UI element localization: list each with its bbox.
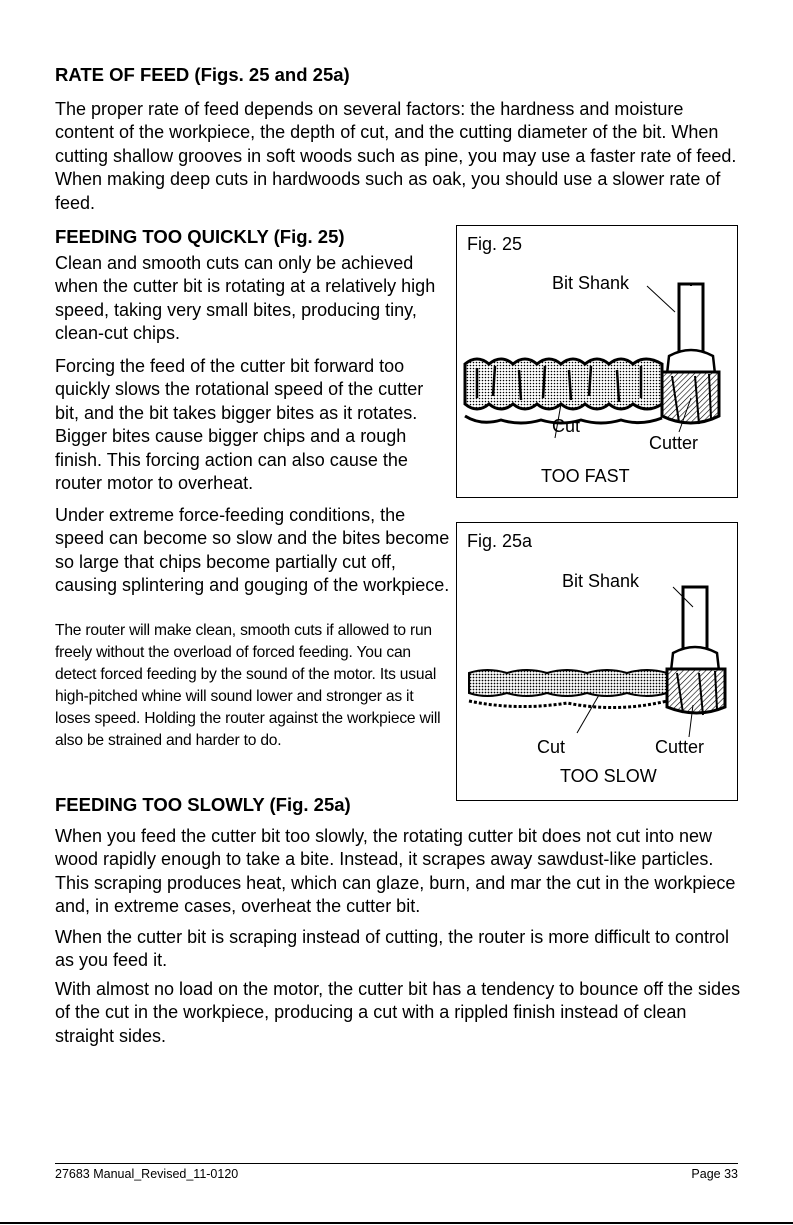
too-quickly-paragraph-4: The router will make clean, smooth cuts if allowed to run freely without the overload of forced feeding. You can detect forced feeding by the sound of the motor. Its usual high-pitched whine will sound lower and stronger as it loses speed. Holding the router against the workpiece will also be strained and harder to do. — [55, 622, 441, 749]
feeding-too-quickly-heading: FEEDING TOO QUICKLY (Fig. 25) — [55, 226, 345, 247]
too-fast-cut-illustration — [457, 226, 739, 499]
fig-25-cutter-label: Cutter — [649, 433, 699, 453]
fig-25-caption: TOO FAST — [541, 466, 630, 486]
fig-25-label: Fig. 25 — [467, 234, 523, 254]
footer-page-number: Page 33 — [691, 1167, 738, 1181]
feeding-too-slowly-heading: FEEDING TOO SLOWLY (Fig. 25a) — [55, 794, 351, 815]
fig-25a-bit-shank-label: Bit Shank — [562, 571, 640, 591]
too-slow-cut-illustration — [457, 523, 739, 802]
rate-of-feed-heading: RATE OF FEED (Figs. 25 and 25a) — [55, 64, 350, 85]
too-slowly-paragraph-3: With almost no load on the motor, the cutter bit has a tendency to bounce off the sides of the cut in the workpiece, producing a cut with a rippled finish instead of clean straight sides. — [55, 979, 741, 1046]
page-bottom-edge — [0, 1222, 793, 1224]
fig-25-cut-label: Cut — [552, 416, 581, 436]
too-quickly-paragraph-3: Under extreme force-feeding conditions, the speed can become so slow and the bites become so large that chips become partially cut off, causing splintering and gouging of the workpiece. — [55, 505, 450, 596]
too-slowly-paragraph-1: When you feed the cutter bit too slowly, the rotating cutter bit does not cut into new wood rapidly enough to take a bite. Instead, it scrapes away sawdust-like particles. This scraping produces heat, which can glaze, burn, and mar the cut in the workpiece and, in extreme cases, overheat the cutter bit. — [55, 826, 736, 917]
rate-of-feed-paragraph: The proper rate of feed depends on several factors: the hardness and moisture content of the workpiece, the depth of cut, and the cutting diameter of the bit. When cutting shallow grooves in soft woods such as pine, you may use a faster rate of feed. When making deep cuts in hardwoods such as oak, you should use a slower rate of feed. — [55, 99, 737, 213]
fig-25a-label: Fig. 25a — [467, 531, 533, 551]
fig-25a-caption: TOO SLOW — [560, 766, 657, 786]
figure-25 — [456, 225, 738, 498]
too-quickly-paragraph-1: Clean and smooth cuts can only be achieved when the cutter bit is rotating at a relatively high speed, taking very small bites, producing tiny, clean-cut chips. — [55, 253, 436, 344]
footer-rule — [55, 1163, 738, 1164]
too-slowly-paragraph-2: When the cutter bit is scraping instead of cutting, the router is more difficult to control as you feed it. — [55, 927, 729, 971]
fig-25a-cutter-label: Cutter — [655, 737, 705, 757]
too-quickly-paragraph-2: Forcing the feed of the cutter bit forward too quickly slows the rotational speed of the cutter bit, and the bit takes bigger bites as it rotates. Bigger bites cause bigger chips and a rough finish. This forcing action can also cause the router motor to overheat. — [55, 356, 424, 494]
fig-25-bit-shank-label: Bit Shank — [552, 273, 630, 293]
fig-25a-cut-label: Cut — [537, 737, 566, 757]
footer-document-id: 27683 Manual_Revised_11-0120 — [55, 1167, 239, 1181]
figure-25a — [456, 522, 738, 801]
